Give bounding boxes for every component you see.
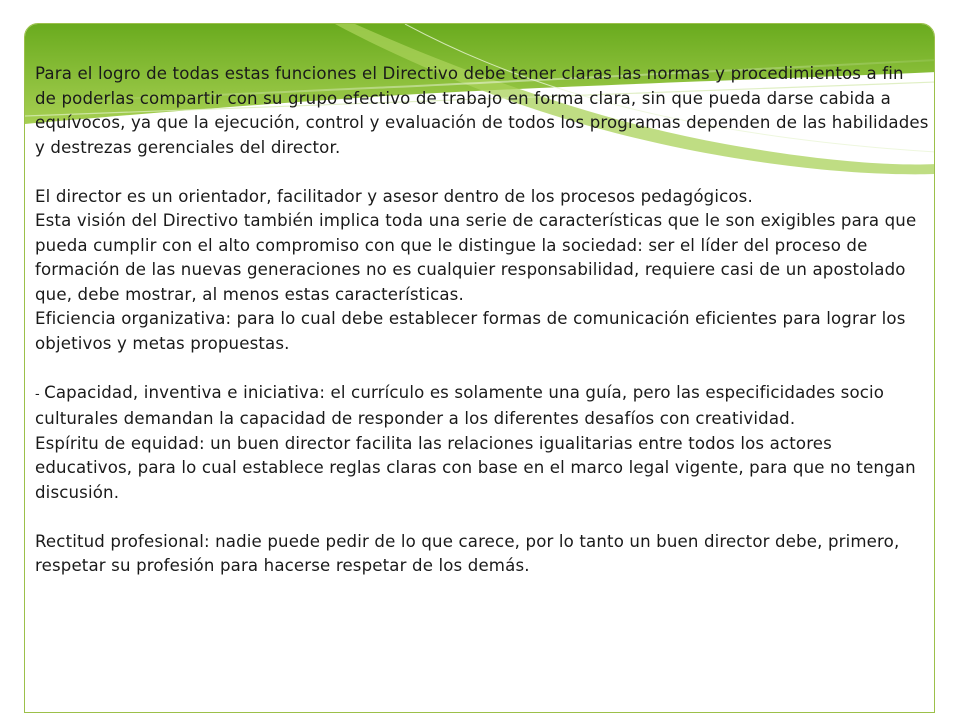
slide-frame xyxy=(24,23,935,713)
paragraph-efficiency: Eficiencia organizativa: para lo cual debe establecer formas de comunicación eficientes para lograr los objetivos y metas propuestas. xyxy=(35,309,906,353)
spacer xyxy=(35,356,930,381)
spacer xyxy=(35,505,930,530)
paragraph-equity: Espíritu de equidad: un buen director facilita las relaciones igualitarias entre todos los actores educativos, para lo cual establece reglas claras con base en el marco legal vigente, para que no tengan discusión. xyxy=(35,433,916,502)
dash-marker: - xyxy=(35,386,45,402)
paragraph-rectitude: Rectitud profesional: nadie puede pedir de lo que carece, por lo tanto un buen director debe, primero, respetar su profesión para hacerse respetar de los demás. xyxy=(35,531,900,575)
paragraph-capacity xyxy=(35,381,930,432)
paragraph-vision: Esta visión del Directivo también implica toda una serie de características que le son exigibles para que pueda cumplir con el alto compromiso con que le distingue la sociedad: ser el líder del proceso de formación de las nuevas generaciones no es cualquier responsabilidad, requiere casi de un apostolado que, debe mostrar, al menos estas características. xyxy=(35,211,917,304)
paragraph-director-role: El director es un orientador, facilitador y asesor dentro de los procesos pedagógicos. xyxy=(35,186,753,206)
spacer xyxy=(35,160,930,185)
capacity-text: Capacidad, inventiva e iniciativa: el currículo es solamente una guía, pero las especificidades socio culturales demandan la capacidad de responder a los diferentes desafíos con creatividad. xyxy=(35,382,885,428)
paragraph-intro: Para el logro de todas estas funciones el Directivo debe tener claras las normas y procedimientos a fin de poderlas compartir con su grupo efectivo de trabajo en forma clara, sin que pueda darse cabida a equívocos, ya que la ejecución, control y evaluación de todos los programas dependen de las habilidades y destrezas gerenciales del director. xyxy=(35,64,929,157)
slide-body xyxy=(35,62,930,579)
